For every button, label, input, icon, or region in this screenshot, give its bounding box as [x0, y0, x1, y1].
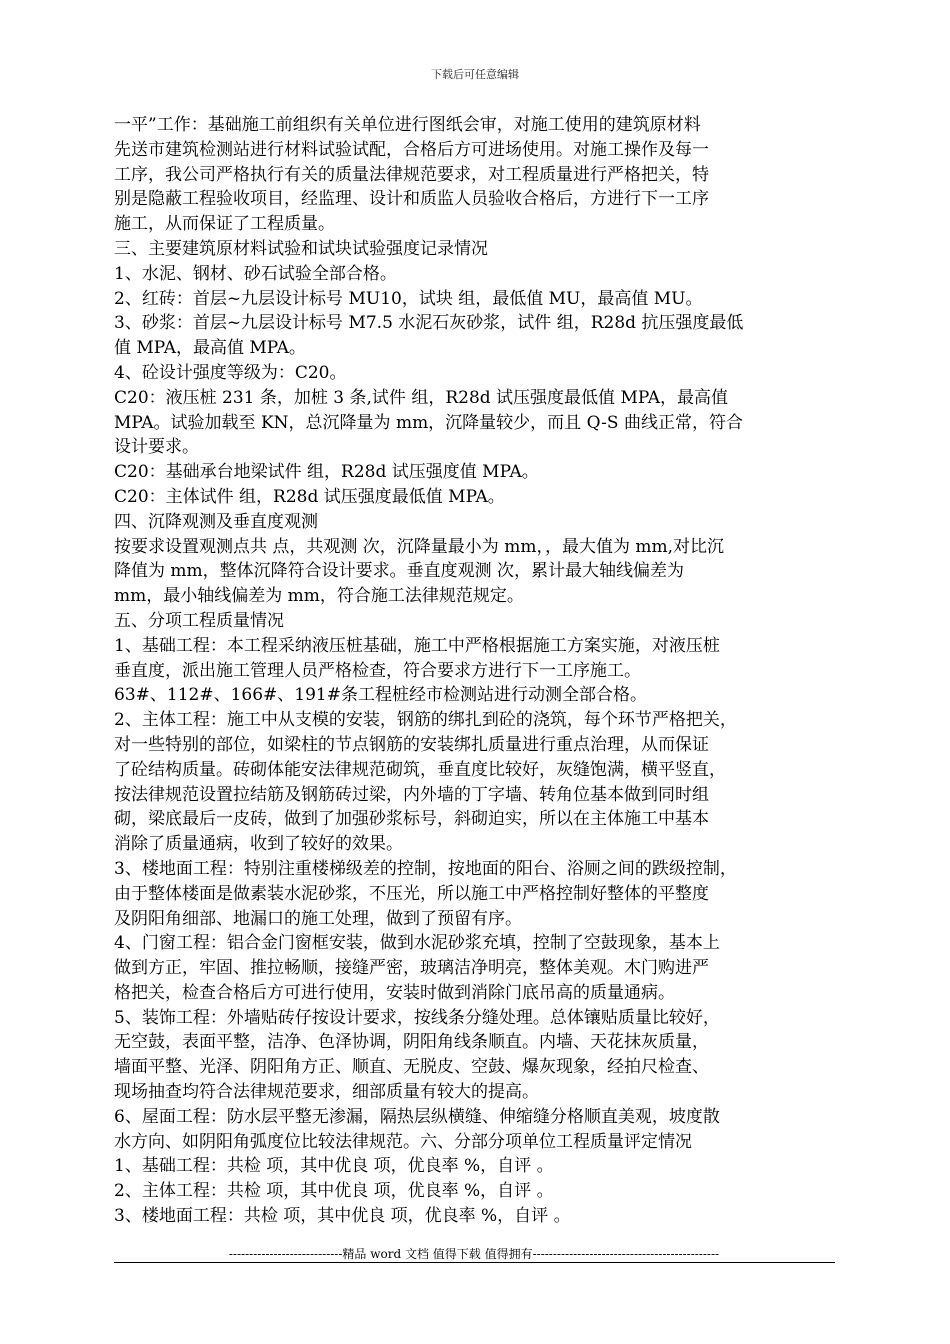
text-line: 4、门窗工程：铝合金门窗框安装，做到水泥砂浆充填，控制了空鼓现象，基本上	[114, 933, 720, 954]
text-line: 降值为 mm，整体沉降符合设计要求。垂直度观测 次，累计最大轴线偏差为	[114, 561, 685, 582]
text-line: 2、红砖：首层~九层设计标号 MU10，试块 组，最低值 MU，最高值 MU。	[114, 288, 703, 309]
text-line: 做到方正，牢固、推拉畅顺，接缝严密，玻璃洁净明亮，整体美观。木门购进严	[114, 958, 709, 979]
text-line: 1、基础工程：本工程采纳液压桩基础，施工中严格根据施工方案实施，对液压桩	[114, 635, 720, 656]
text-line: 3、楼地面工程：共检 项，其中优良 项，优良率 %，自评 。	[114, 1206, 571, 1227]
text-line: 水方向、如阴阳角弧度位比较法律规范。六、分部分项单位工程质量评定情况	[114, 1131, 692, 1152]
text-line: 消除了质量通病，收到了较好的效果。	[114, 834, 403, 855]
text-line: 施工，从而保证了工程质量。	[114, 214, 335, 235]
text-line: C20：主体试件 组，R28d 试压强度最低值 MPA。	[114, 486, 505, 507]
footer-divider	[114, 1262, 835, 1263]
text-line: 砌，梁底最后一皮砖，做到了加强砂浆标号，斜砌迫实，所以在主体施工中基本	[114, 809, 709, 830]
text-line: 别是隐蔽工程验收项目，经监理、设计和质监人员验收合格后，方进行下一工序	[114, 189, 709, 210]
text-line: 63#、112#、166#、191#条工程桩经市检测站进行动测全部合格。	[114, 685, 647, 706]
section-heading: 五、分项工程质量情况	[114, 610, 284, 631]
text-line: 值 MPA，最高值 MPA。	[114, 338, 306, 359]
text-line: 5、装饰工程：外墙贴砖仔按设计要求，按线条分缝处理。总体镶贴质量比较好，	[114, 1007, 720, 1028]
text-line: 3、楼地面工程：特别注重楼梯级差的控制，按地面的阳台、浴厕之间的跌级控制，	[114, 858, 737, 879]
text-line: 先送市建筑检测站进行材料试验试配，合格后方可进场使用。对施工操作及每一	[114, 139, 709, 160]
text-line: C20：基础承台地梁试件 组，R28d 试压强度值 MPA。	[114, 462, 539, 483]
text-line: 2、主体工程：施工中从支模的安装，钢筋的绑扎到砼的浇筑，每个环节严格把关，	[114, 710, 737, 731]
text-line: 无空鼓，表面平整，洁净、色泽协调，阴阳角线条顺直。内墙、天花抹灰质量，	[114, 1032, 709, 1053]
text-line: MPA。试验加载至 KN，总沉降量为 mm，沉降量较少，而且 Q-S 曲线正常，符合	[114, 412, 743, 433]
text-line: 1、水泥、钢材、砂石试验全部合格。	[114, 263, 397, 284]
text-line: 设计要求。	[114, 437, 199, 458]
text-line: 6、屋面工程：防水层平整无渗漏，隔热层纵横缝、伸缩缝分格顺直美观，坡度散	[114, 1106, 720, 1127]
text-line: 3、砂浆：首层~九层设计标号 M7.5 水泥石灰砂浆，试件 组，R28d 抗压强度最低	[114, 313, 744, 334]
text-line: 一平”工作：基础施工前组织有关单位进行图纸会审，对施工使用的建筑原材料	[114, 115, 701, 135]
document-body	[114, 113, 814, 1229]
text-line: 4、砼设计强度等级为：C20。	[114, 362, 347, 383]
text-line: 由于整体楼面是做素装水泥砂浆，不压光，所以施工中严格控制好整体的平整度	[114, 883, 709, 904]
text-line: 对一些特别的部位，如梁柱的节点钢筋的安装绑扎质量进行重点治理，从而保证	[114, 734, 709, 755]
text-line: 垂直度，派出施工管理人员严格检查，符合要求方进行下一工序施工。	[114, 660, 641, 681]
text-line: 1、基础工程：共检 项，其中优良 项，优良率 %，自评 。	[114, 1156, 554, 1177]
text-line: mm，最小轴线偏差为 mm，符合施工法律规范规定。	[114, 586, 524, 607]
text-line: 及阴阳角细部、地漏口的施工处理，做到了预留有序。	[114, 908, 522, 929]
page-header: 下载后可任意编辑	[431, 68, 519, 81]
section-heading: 三、主要建筑原材料试验和试块试验强度记录情况	[114, 238, 488, 259]
text-line: 了砼结构质量。砖砌体能安法律规范砌筑，垂直度比较好，灰缝饱满，横平竖直，	[114, 759, 726, 780]
text-line: 墙面平整、光泽、阴阳角方正、顺直、无脱皮、空鼓、爆灰现象，经拍尺检查、	[114, 1057, 709, 1078]
text-line: 按要求设置观测点共 点，共观测 次，沉降量最小为 mm，，最大值为 mm,对比沉	[114, 536, 724, 557]
text-line: 现场抽查均符合法律规范要求，细部质量有较大的提高。	[114, 1082, 539, 1103]
text-line: 格把关，检查合格后方可进行使用，安装时做到消除门底吊高的质量通病。	[114, 982, 675, 1003]
section-heading: 四、沉降观测及垂直度观测	[114, 511, 318, 532]
text-line: C20：液压桩 231 条，加桩 3 条,试件 组，R28d 试压强度最低值 MPA，最高值	[114, 387, 729, 408]
text-line: 工序，我公司严格执行有关的质量法律规范要求，对工程质量进行严格把关，特	[114, 164, 709, 185]
text-line: 2、主体工程：共检 项，其中优良 项，优良率 %，自评 。	[114, 1181, 554, 1202]
text-line: 按法律规范设置拉结筋及钢筋砖过梁，内外墙的丁字墙、转角位基本做到同时组	[114, 784, 709, 805]
page-footer: ----------------------------精品 word 文档 值得下载 值得拥有----------------------------------------------	[228, 1247, 720, 1261]
